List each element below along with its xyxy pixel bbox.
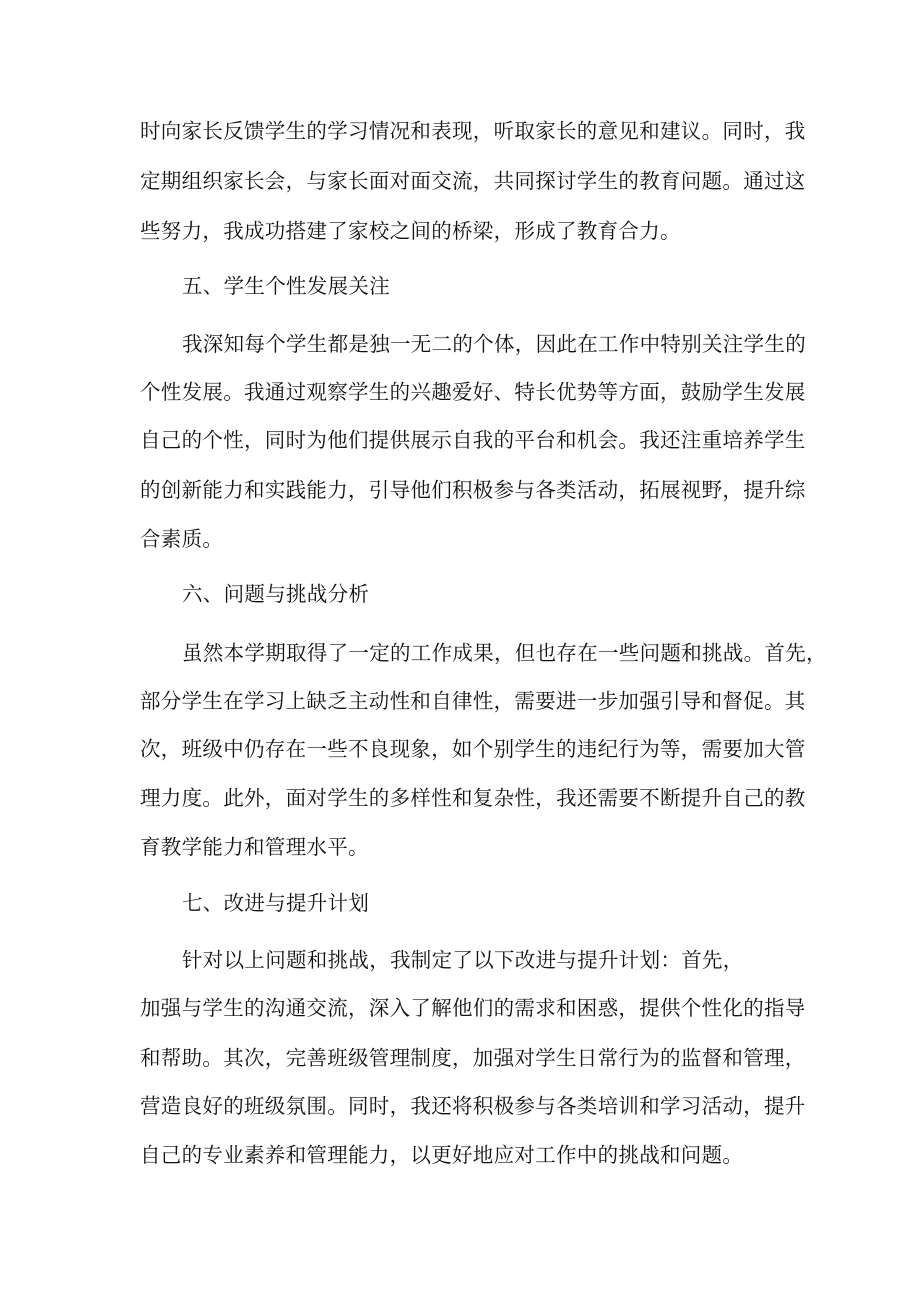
text-line: 我深知每个学生都是独一无二的个体，因此在工作中特别关注学生的 [182,332,806,356]
text-line: 时向家长反馈学生的学习情况和表现，听取家长的意见和建议。同时，我 [140,119,806,143]
text-line: 加强与学生的沟通交流，深入了解他们的需求和困惑，提供个性化的指导 [140,996,806,1020]
text-line: 定期组织家长会，与家长面对面交流，共同探讨学生的教育问题。通过这 [140,169,806,193]
text-line: 针对以上问题和挑战，我制定了以下改进与提升计划：首先， [182,948,744,972]
text-line: 自己的专业素养和管理能力，以更好地应对工作中的挑战和问题。 [140,1143,744,1167]
section-heading-7: 七、改进与提升计划 [182,891,370,915]
text-line: 些努力，我成功搭建了家校之间的桥梁，形成了教育合力。 [140,219,681,243]
text-line: 的创新能力和实践能力，引导他们积极参与各类活动，拓展视野，提升综 [140,478,806,502]
section-heading-5: 五、学生个性发展关注 [182,274,390,298]
text-line: 部分学生在学习上缺乏主动性和自律性，需要进一步加强引导和督促。其 [140,689,806,713]
text-line: 次，班级中仍存在一些不良现象，如个别学生的违纪行为等，需要加大管 [140,737,806,761]
text-line: 自己的个性，同时为他们提供展示自我的平台和机会。我还注重培养学生 [140,428,806,452]
text-line: 合素质。 [140,527,224,551]
text-line: 育教学能力和管理水平。 [140,835,369,859]
text-line: 个性发展。我通过观察学生的兴趣爱好、特长优势等方面，鼓励学生发展 [140,380,806,404]
section-heading-6: 六、问题与挑战分析 [182,582,370,606]
text-line: 和帮助。其次，完善班级管理制度，加强对学生日常行为的监督和管理， [140,1046,806,1070]
text-line: 营造良好的班级氛围。同时，我还将积极参与各类培训和学习活动，提升 [140,1094,806,1118]
text-line: 虽然本学期取得了一定的工作成果，但也存在一些问题和挑战。首先， [182,641,827,665]
text-line: 理力度。此外，面对学生的多样性和复杂性，我还需要不断提升自己的教 [140,786,806,810]
